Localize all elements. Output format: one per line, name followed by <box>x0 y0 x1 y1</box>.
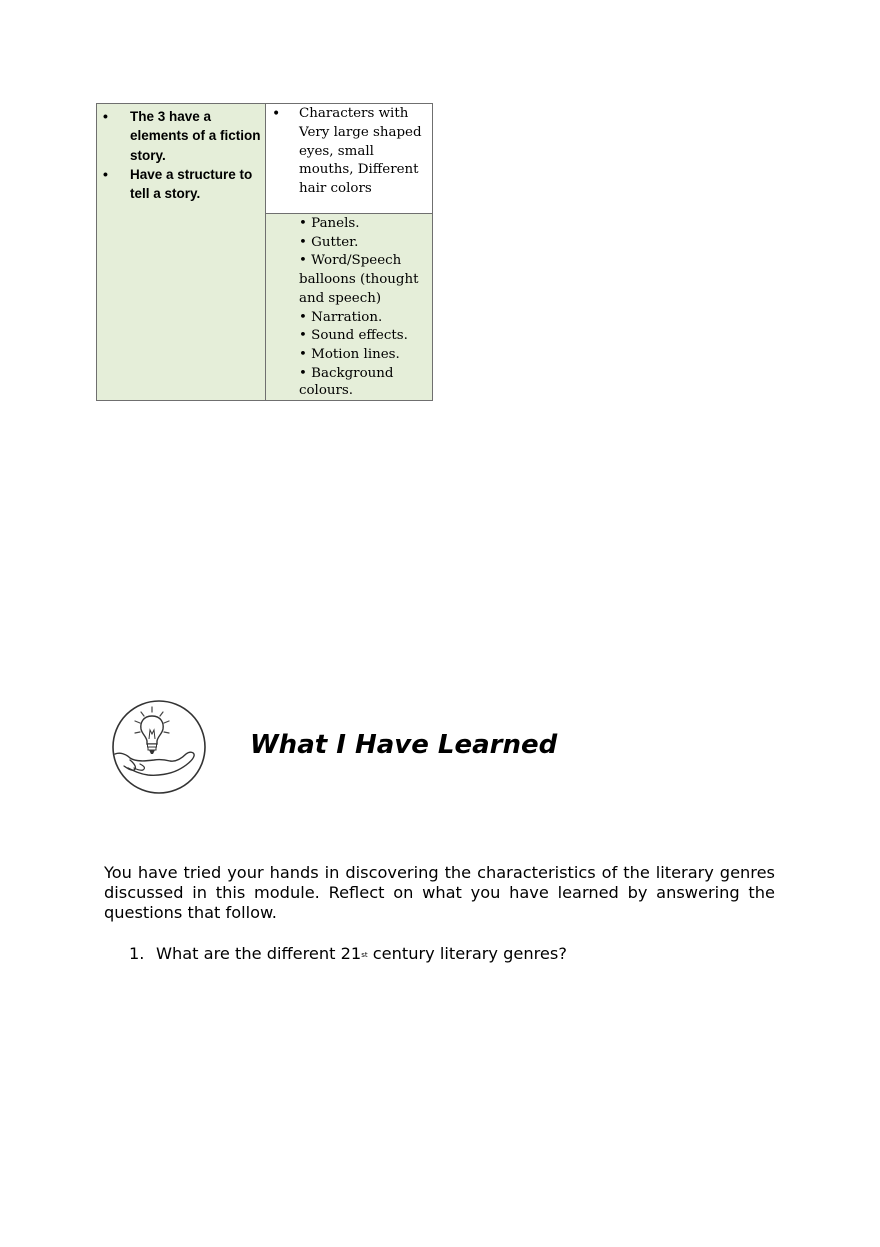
table-cell-left <box>97 104 266 400</box>
question-text: What are the different 21 <box>156 944 362 963</box>
list-item: • Sound effects. <box>299 328 408 344</box>
list-item: • Have a structure to tell a story. <box>103 165 253 202</box>
bullet-icon: • <box>103 165 108 182</box>
question-text-end: century literary genres? <box>367 944 567 963</box>
list-item: • Word/Speech balloons (thought and speech) <box>299 253 419 306</box>
comparison-table <box>96 103 433 401</box>
section-title: What I Have Learned <box>250 730 558 760</box>
table-cell-top-right <box>266 104 432 214</box>
top-right-cell-list <box>266 105 431 199</box>
list-item: • Motion lines. <box>299 346 400 362</box>
question-list <box>129 943 567 966</box>
lightbulb-in-hand-icon <box>110 698 208 796</box>
bullet-icon: • <box>103 108 108 124</box>
list-item: • Gutter. <box>299 234 359 250</box>
question-superscript: st <box>361 951 368 959</box>
bottom-right-cell-list <box>299 215 429 399</box>
intro-paragraph: You have tried your hands in discovering the characteristics of the literary genres discussed in this module. Reflect on what you have learned by answering the questions that follow. <box>104 863 775 922</box>
list-item: • Characters with Very large shaped eyes, small mouths, Different hair colors <box>272 106 422 197</box>
list-item: • The 3 have a elements of a fiction story. <box>103 108 261 163</box>
bullet-icon: • <box>272 106 281 122</box>
list-item: • Background colours. <box>299 365 394 398</box>
list-item: • Panels. <box>299 216 360 231</box>
question-number: 1. <box>129 944 145 963</box>
question-item <box>129 943 567 966</box>
list-item: • Narration. <box>299 309 383 325</box>
table-cell-bottom-right <box>266 214 432 400</box>
left-cell-list <box>97 107 265 203</box>
